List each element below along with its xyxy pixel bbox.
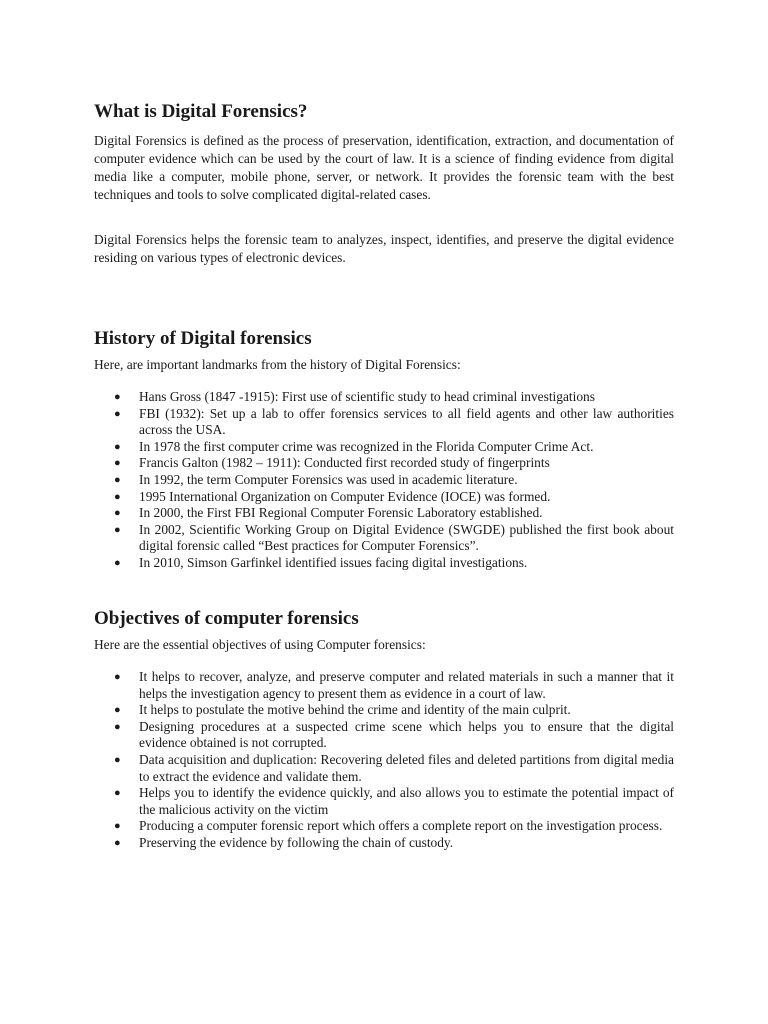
list-item: ● In 1978 the first computer crime was recognized in the Florida Computer Crime Act. [114,438,594,454]
list-item: ● In 2010, Simson Garfinkel identified issues facing digital investigations. [114,554,528,570]
bullet-icon: ● [114,457,121,470]
list-item: ● Preserving the evidence by following the chain of custody. [114,834,454,850]
list-item: ● Designing procedures at a suspected crime scene which helps you to ensure that the digital evidence obtained is not corrupted. [114,718,674,751]
list-item: ● Francis Galton (1982 – 1911): Conducted first recorded study of fingerprints [114,455,550,471]
bullet-icon: ● [114,704,121,717]
bullet-icon: ● [114,753,121,766]
bullet-icon: ● [114,720,121,733]
history-intro: Here, are important landmarks from the history of Digital Forensics: [94,357,461,372]
list-item: ● FBI (1932): Set up a lab to offer forensics services to all field agents and other law authorities across the USA. [114,405,674,438]
objectives-intro: Here are the essential objectives of using Computer forensics: [94,637,426,652]
list-item: ● In 2000, the First FBI Regional Computer Forensic Laboratory established. [114,505,543,521]
list-item: ● 1995 International Organization on Computer Evidence (IOCE) was formed. [114,488,551,504]
history-list [94,389,674,572]
list-item: ● Data acquisition and duplication: Recovering deleted files and deleted partitions from digital media to extract the evidence and validate them. [114,751,674,784]
heading-what-is-digital-forensics: What is Digital Forensics? [94,101,308,122]
bullet-icon: ● [114,391,121,403]
list-item: ● Producing a computer forensic report which offers a complete report on the investigation process. [114,818,663,834]
heading-objectives: Objectives of computer forensics [94,608,359,629]
objectives-list [94,669,674,852]
list-item: ● Hans Gross (1847 -1915): First use of scientific study to head criminal investigations [114,389,595,404]
bullet-icon: ● [114,523,121,536]
paragraph-definition: Digital Forensics is defined as the process of preservation, identification, extraction, and documentation of computer evidence which can be used by the court of law. It is a science of finding evidence from digital media like a computer, mobile phone, server, or network. It provides the forensic team with the best techniques and tools to solve complicated digital-related cases. [94,133,674,202]
paragraph-purpose: Digital Forensics helps the forensic team to analyzes, inspect, identifies, and preserve the digital evidence residing on various types of electronic devices. [94,232,674,265]
bullet-icon: ● [114,407,121,420]
list-item: ● In 2002, Scientific Working Group on Digital Evidence (SWGDE) published the first book about digital forensic called “Best practices for Computer Forensics”. [114,521,674,554]
bullet-icon: ● [114,836,121,849]
bullet-icon: ● [114,787,121,800]
bullet-icon: ● [114,440,121,453]
bullet-icon: ● [114,671,121,683]
bullet-icon: ● [114,556,121,569]
bullet-icon: ● [114,507,121,520]
bullet-icon: ● [114,473,121,486]
heading-history: History of Digital forensics [94,328,312,349]
list-item: ● It helps to postulate the motive behind the crime and identity of the main culprit. [114,702,571,718]
list-item: ● It helps to recover, analyze, and preserve computer and related materials in such a manner that it helps the investigation agency to present them as evidence in a court of law. [114,669,674,701]
list-item: ● Helps you to identify the evidence quickly, and also allows you to estimate the potential impact of the malicious activity on the victim [114,785,674,817]
bullet-icon: ● [114,490,121,503]
list-item: ● In 1992, the term Computer Forensics was used in academic literature. [114,471,518,487]
bullet-icon: ● [114,820,121,833]
